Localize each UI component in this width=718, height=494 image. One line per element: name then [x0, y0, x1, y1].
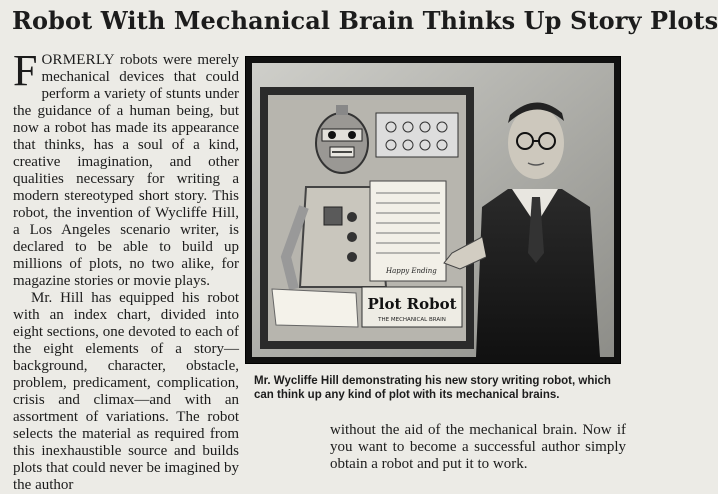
article-headline: Robot With Mechanical Brain Thinks Up Story Plots [12, 6, 718, 35]
article-continuation: without the aid of the mechanical brain. Now if you want to become a successful author simply obtain a robot and put it to work. [330, 422, 626, 472]
lead-in-small-caps: ORMERLY [41, 52, 115, 68]
drop-cap: F [13, 46, 38, 95]
gauge-panel [376, 113, 458, 157]
figure-caption: Mr. Wycliffe Hill demonstrating his new story writing robot, which can think up any kind of plot with its mechanical brains. [254, 375, 611, 401]
article-paragraph-1 [13, 46, 239, 290]
robot-photo-illustration [246, 57, 620, 363]
article-body-left-column [13, 46, 239, 494]
article-paragraph-2: Mr. Hill has equipped his robot with an index chart, divided into eight sections, one devoted to each of the eight elements of a story—background, character, obstacle, problem, predicament, complication, crisis and climax—and with an assortment of variations. The robot selects the material as required from this inexhaustible source and builds plots that could never be imagined by the author [13, 290, 239, 493]
card-footer-text: Happy Ending [386, 267, 437, 275]
article-body-right-column [330, 422, 626, 473]
paragraph-1-text: robots were merely mechanical devices that could perform a variety of stunts under the guidance of a human being, but now a robot has made its appearance that thinks, has a soul of a kind, creative imagination, and other qualities necessary for writing a modern stereotyped short story. This robot, the invention of Wycliffe Hill, a Los Angeles scenario writer, is declared to be able to build up millions of plots, no two alike, for magazine stories or movie plays. [13, 52, 239, 289]
plot-robot-sign [362, 287, 462, 327]
sign-subtitle: THE MECHANICAL BRAIN [378, 317, 446, 323]
article-photograph [245, 56, 621, 364]
plot-index-card [370, 181, 446, 281]
paper-stack [272, 289, 358, 327]
sign-title: Plot Robot [367, 295, 457, 313]
